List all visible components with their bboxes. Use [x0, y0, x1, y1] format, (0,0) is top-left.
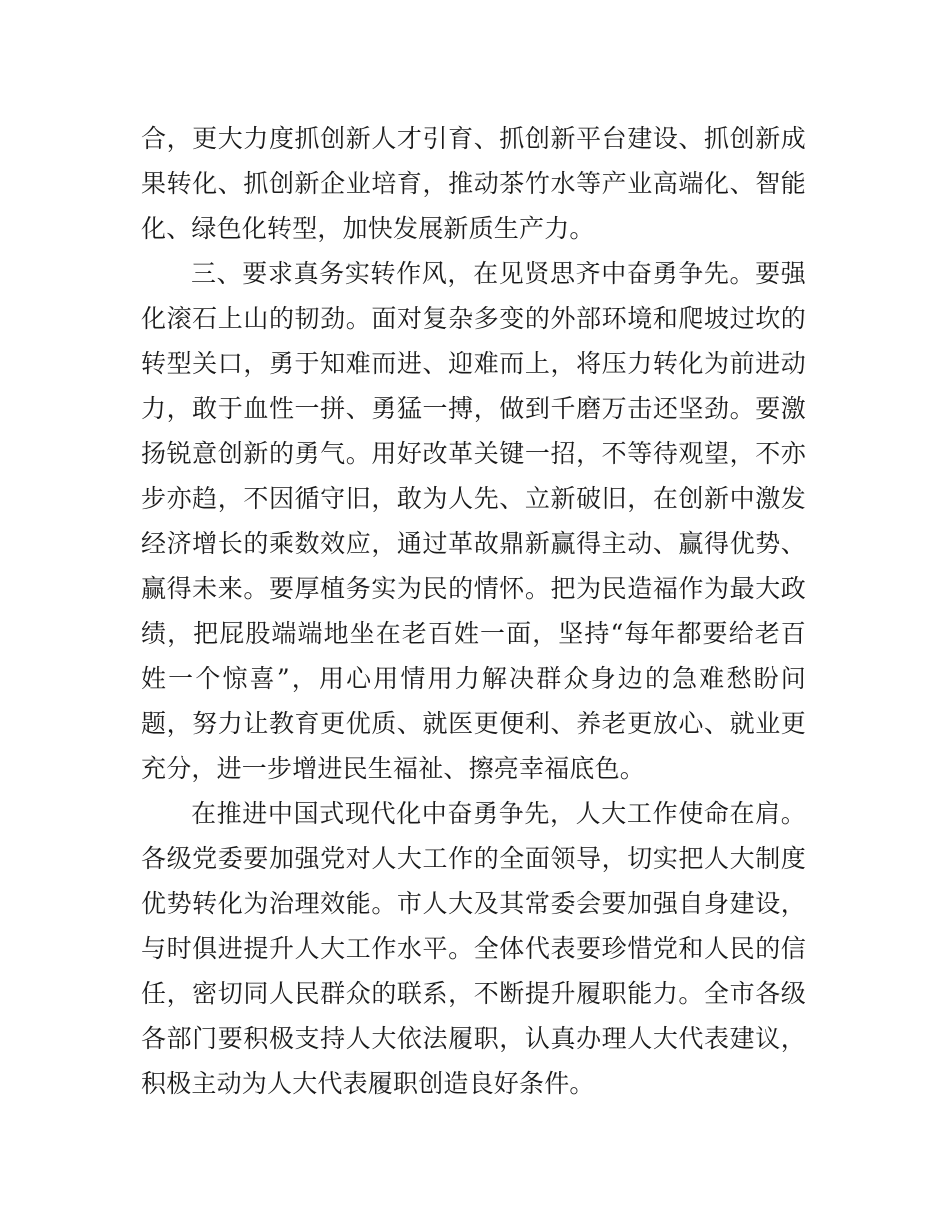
paragraph-section-three: 三、要求真务实转作风，在见贤思齐中奋勇争先。要强化滚石上山的韧劲。面对复杂多变的外部环境和爬坡过坎的转型关口，勇于知难而进、迎难而上，将压力转化为前进动力，敢于血性一拼、勇猛一搏，做到千磨万击还坚劲。要激扬锐意创新的勇气。用好改革关键一招，不等待观望，不亦步亦趋，不因循守旧，敢为人先、立新破旧，在创新中激发经济增长的乘数效应，通过革故鼎新赢得主动、赢得优势、赢得未来。要厚植务实为民的情怀。把为民造福作为最大政绩，把屁股端端地坐在老百姓一面，坚持“每年都要给老百姓一个惊喜”，用心用情用力解决群众身边的急难愁盼问题，努力让教育更优质、就医更便利、养老更放心、就业更充分，进一步增进民生福祉、擦亮幸福底色。 — [141, 259, 806, 783]
paragraph-continuation: 合，更大力度抓创新人才引育、抓创新平台建设、抓创新成果转化、抓创新企业培育，推动茶竹水等产业高端化、智能化、绿色化转型，加快发展新质生产力。 — [141, 124, 806, 243]
paragraph-people-congress: 在推进中国式现代化中奋勇争先，人大工作使命在肩。各级党委要加强党对人大工作的全面领导，切实把人大制度优势转化为治理效能。市人大及其常委会要加强自身建设，与时俱进提升人大工作水平。全体代表要珍惜党和人民的信任，密切同人民群众的联系，不断提升履职能力。全市各级各部门要积极支持人大依法履职，认真办理人大代表建议，积极主动为人大代表履职创造良好条件。 — [141, 799, 806, 1098]
